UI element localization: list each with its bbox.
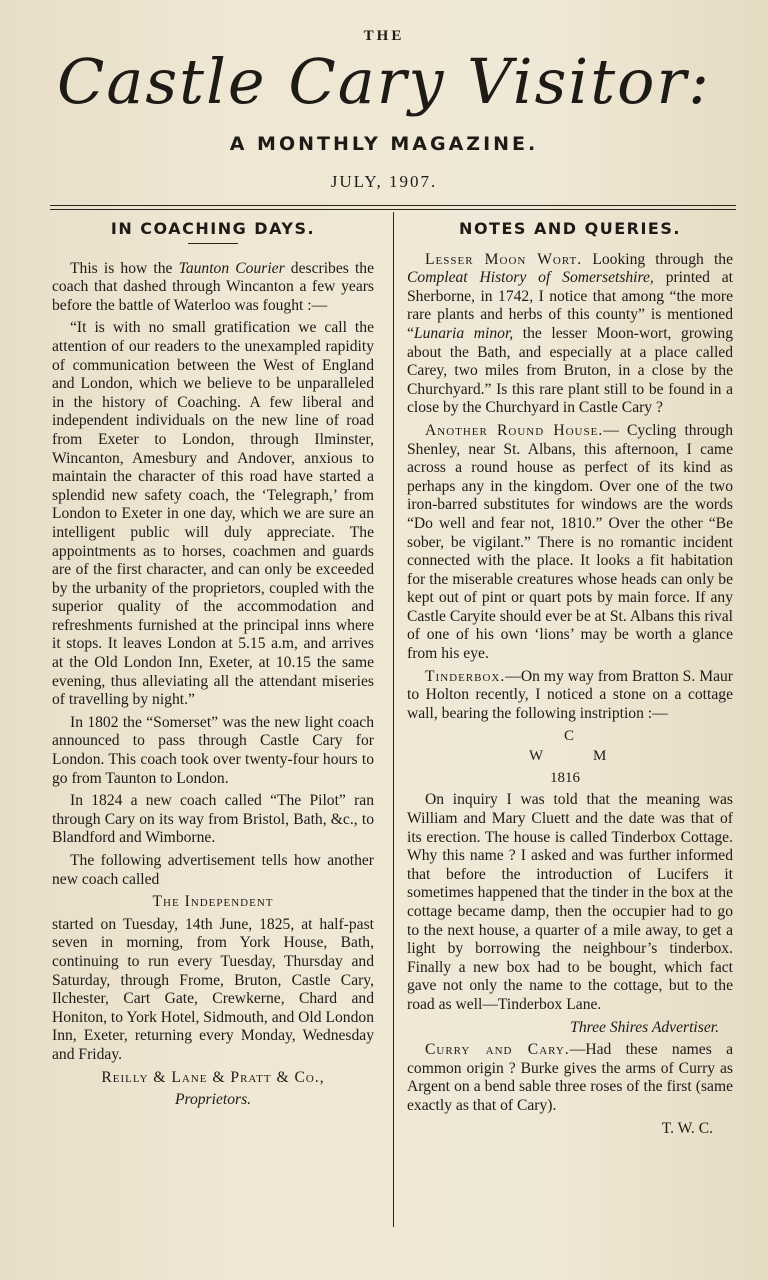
left-heading-rule	[188, 243, 238, 244]
inscription-c: C	[564, 728, 575, 745]
inscription-m: M	[593, 748, 607, 765]
header-rule-top	[50, 205, 736, 206]
tinderbox-title: Tinderbox.	[425, 667, 506, 685]
roundhouse-note: Another Round House.— Cycling through Shenley, near St. Albans, this afternoon, I came across a round house as perfect of its kind as perhaps any in the kingdom. Over one of the two iron-barred substitutes for windows are the words “Do well and fear not, 1810.” Over the other “Be sober, be vigilant.” There is no romantic incident connected with the place. It looks a fit habitation for the miserable creatures whose heads can only be kept out of pint or quart pots by main force. If any Castle Caryite should ever be at St. Albans this rival of one of his own ‘lions’ may be worth a glance from his eye.	[407, 421, 733, 663]
curry-title: Curry and Cary.	[425, 1041, 570, 1059]
masthead-the: THE	[363, 28, 405, 44]
inscription-year: 1816	[550, 770, 580, 787]
proprietors-label: Proprietors.	[174, 1091, 252, 1109]
proprietor-signature: Reilly & Lane & Pratt & Co.,	[101, 1068, 325, 1086]
roundhouse-title: Another Round House.	[425, 421, 604, 439]
independent-ad: started on Tuesday, 14th June, 1825, at half-past seven in morning, from York House, Bath, continuing to run every Tuesday, Thursday and Saturday, through Frome, Bruton, Castle Cary, Ilchester, Cart Gate, Crewkerne, Chard and Honiton, to York Hotel, Sidmouth, and Old London Inn, Exeter, returning every Monday, Wednesday and Friday.	[52, 915, 374, 1063]
right-column	[407, 212, 733, 1142]
masthead-title: Castle Cary Visitor:	[56, 45, 712, 118]
quote-paragraph: “It is with no small gratification we call the attention of our readers to the unexampled rapidity of communication between the West of England and London, which we believe to be unparalleled in the history of Coaching. A few liberal and independent individuals on the new line of road from Exeter to London, through Ilminster, Wincanton, Amesbury and Andover, anxious to maintain the character of this road have started a splendid new safety coach, the ‘Telegraph,’ from London to Exeter in one day, which we are sure an intelligent public will duly appreciate. The appointments as to horses, coachmen and guards are of the first character, and can only be exceeded by the urbanity of the proprietors, coupled with the superior quality of the accommodation and refreshments furnished at the principal inns where it stops. It leaves London at 5.15 a.m, and arrives at the Old London Inn, Exeter, at 10.15 the same evening, thus alleviating all the attendant miseries of travelling by night.”	[52, 319, 374, 709]
left-heading: IN COACHING DAYS.	[110, 219, 316, 238]
inscription-w: W	[529, 748, 544, 765]
advertisement-intro: The following advertisement tells how another new coach called	[52, 852, 374, 888]
left-column	[52, 212, 374, 1114]
author-initials: T. W. C.	[661, 1119, 713, 1137]
source-credit: Three Shires Advertiser.	[570, 1018, 719, 1036]
newspaper-name: Taunton Courier	[178, 259, 285, 277]
tinderbox-explanation: On inquiry I was told that the meaning was William and Mary Cluett and the date was that of its erection. The house is called Tinderbox Cottage. Why this name ? I asked and was further informed that before the introduction of Lucifers it sometimes happened that the tinder in the box at the cottage became damp, then the occupier had to go to the next house, a quarter of a mile away, to get a light by borrowing the neighbour’s tinderbox. Finally a new box had to be bought, which fact gave not only the name to the cottage, but to the road as well—Tinderbox Lane.	[407, 791, 733, 1013]
header-rule-bottom	[50, 209, 736, 210]
independent-title: The Independent	[152, 893, 274, 911]
inscription	[407, 727, 733, 791]
column-divider	[393, 212, 394, 1227]
moonwort-title: Lesser Moon Wort.	[425, 250, 583, 268]
intro-paragraph: This is how the Taunton Courier describes the coach that dashed through Wincanton a few years before the battle of Waterloo was fought :—	[52, 259, 374, 314]
moonwort-note: Lesser Moon Wort. Looking through the Compleat History of Somersetshire, printed at Sherborne, in 1742, I notice that among “the more rare plants and herbs of this county” is mentioned “Lunaria minor, the lesser Moon-wort, growing about the Bath, and especially at a place called Carey, two miles from Bruton, in a close by the Churchyard.” Is this rare plant still to be found in a close by the Churchyard in Castle Cary ?	[407, 250, 733, 417]
pilot-paragraph: In 1824 a new coach called “The Pilot” ran through Cary on its way from Bristol, Bath, &c., to Blandford and Wimborne.	[52, 792, 374, 847]
masthead-subtitle: A MONTHLY MAGAZINE.	[229, 133, 539, 155]
somerset-paragraph: In 1802 the “Somerset” was the new light coach announced to pass through Castle Cary for London. This coach took over twenty-four hours to go from Taunton to London.	[52, 713, 374, 787]
right-heading: NOTES AND QUERIES.	[459, 219, 681, 238]
curry-note: Curry and Cary.—Had these names a common origin ? Burke gives the arms of Curry as Argent on a bend sable three roses of the first (same exactly as that of Cary).	[407, 1041, 733, 1114]
tinderbox-note: Tinderbox.—On my way from Bratton S. Maur to Holton recently, I noticed a stone on a cottage wall, bearing the following instription :—	[407, 667, 733, 722]
issue-date: JULY, 1907.	[330, 172, 438, 191]
